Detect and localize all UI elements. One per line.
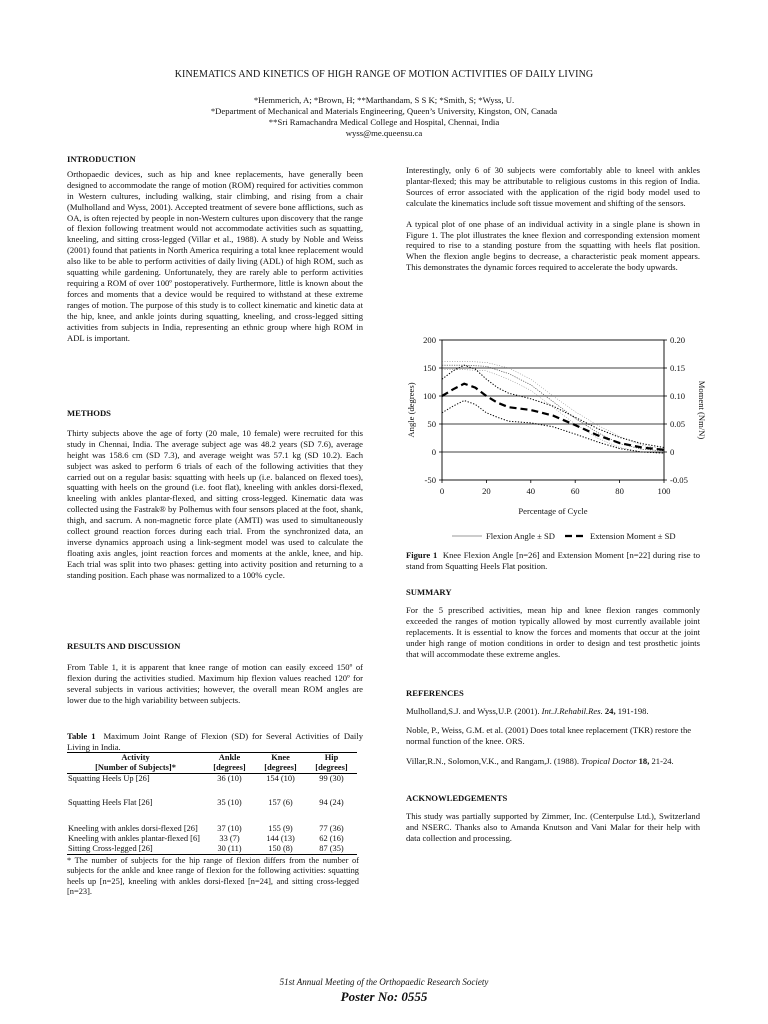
y-tick-label: 200 (423, 335, 436, 345)
table-caption (67, 731, 363, 753)
x-tick-label: 80 (615, 486, 624, 496)
y2-tick-label: 0.05 (670, 419, 686, 429)
figure-caption (406, 550, 700, 572)
reference-item: Mulholland,S.J. and Wyss,U.P. (2001). Int.J.Rehabil.Res. 24, 191-198. (406, 705, 649, 716)
summary-heading: SUMMARY (406, 587, 452, 597)
reference-item: Villar,R.N., Solomon,V.K., and Rangam,J. (1988). Tropical Doctor 18, 21-24. (406, 755, 674, 766)
header-hip: Hip [degrees] (306, 753, 357, 774)
affiliation-2: **Sri Ramachandra Medical College and Hospital, Chennai, India (268, 117, 500, 127)
flexion-table (67, 752, 357, 855)
x-tick-label: 0 (439, 486, 445, 496)
x-tick-label: 40 (526, 486, 536, 496)
poster-number: Poster No: 0555 (340, 989, 428, 1004)
acknowledgements-heading: ACKNOWLEDGEMENTS (406, 793, 508, 803)
table-row: Kneeling with ankles plantar-flexed [6] 33 (7) 144 (13) 62 (16) (68, 833, 344, 843)
series-line (442, 370, 664, 453)
y2-tick-label: 0.20 (670, 335, 686, 345)
y-tick-label: 0 (431, 447, 436, 457)
series-line (442, 365, 664, 451)
y2-tick-label: 0.15 (670, 363, 686, 373)
introduction-heading: INTRODUCTION (67, 154, 136, 164)
summary-text: For the 5 prescribed activities, mean hip and knee flexion ranges commonly exceeded the ranges of motion typically allowed by most currently available joint replacements. It is essential to know the forces and moments that occur at the joint under high range of motion conditions in order to design and test prosthetic joints that will accommodate these extreme angles. (406, 604, 700, 659)
legend-label-moment: Extension Moment ± SD (590, 531, 676, 541)
x-tick-label: 100 (657, 486, 671, 496)
table-row: Sitting Cross-legged [26] 30 (11) 150 (8) 87 (35) (67, 844, 357, 855)
introduction-text: Orthopaedic devices, such as hip and knee replacements, have generally been designed to accommodate the range of motion (ROM) required for activities common in Western cultures, including walking, stair climbing, and rising from a chair (Mulholland and Wyss, 2001). Accepted treatment of severe bone afflictions, such as OA, is often rejected by people in non-Western cultures upon discovery that the range of flexion following treatment would not accommodate activities such as squatting, kneeling, and sitting cross-legged (Villar et al., 1988). A study by Noble and Weiss (2001) found that patients in North America requiring a total knee replacement would also like to be able to perform activities of daily living (ADL) of high ROM, such as squatting while gardening. Unfortunately, they are rarely able to perform activities requiring a ROM of over 100º postoperatively. Furthermore, little is known about the forces and moments that a device would be required to withstand at these extreme ranges of motion. The purpose of this study is to collect kinematic and kinetic data at the hip, knee, and ankle joints during squatting, kneeling, and cross-legged sitting activities from subjects in India, representing an ethnic group where high ROM in ADL is important. (67, 168, 363, 343)
series-line (442, 384, 664, 450)
paper-title: KINEMATICS AND KINETICS OF HIGH RANGE OF MOTION ACTIVITIES OF DAILY LIVING (174, 69, 594, 80)
results-text: From Table 1, it is apparent that knee range of motion can easily exceed 150º of flexion during the activities studied. Maximum hip flexion values reached 120º for several subjects in various activities; however, the overall mean ROM angles are lower due to the high variability between subjects. (67, 661, 363, 705)
y2-tick-label: 0 (670, 447, 675, 457)
series-line (442, 365, 664, 447)
table-row: Squatting Heels Flat [26] 35 (10) 157 (6) 94 (24) (68, 797, 344, 807)
header-ankle: Ankle [degrees] (204, 753, 255, 774)
discussion-paragraph-2: A typical plot of one phase of an individual activity in a single plane is shown in Figure 1. The plot illustrates the knee flexion and corresponding extension moment required to rise to a standing posture from the squatting with heels flat position. When the flexion angle begins to decrease, a characteristic peak moment appears. This demonstrates the dynamic forces required to accelerate the body upwards. (406, 218, 700, 273)
figure-caption-label: Figure 1 (406, 550, 438, 560)
plot-frame (442, 340, 664, 480)
table-row: Kneeling with ankles dorsi-flexed [26] 37 (10) 155 (9) 77 (36) (68, 823, 344, 833)
affiliation-1: *Department of Mechanical and Materials Engineering, Queen’s University, Kingston, ON, Canada (210, 106, 558, 116)
x-tick-label: 60 (570, 486, 580, 496)
figure-1-chart (396, 326, 716, 548)
y-tick-label: 100 (423, 391, 436, 401)
results-heading: RESULTS AND DISCUSSION (67, 641, 181, 651)
table-1 (67, 752, 359, 898)
series-line (442, 361, 664, 449)
y-tick-label: 50 (427, 419, 436, 429)
y2-tick-label: 0.10 (670, 391, 686, 401)
y-axis-label: Angle (degrees) (406, 382, 416, 438)
legend-label-flexion: Flexion Angle ± SD (486, 531, 555, 541)
summary-section (406, 587, 700, 659)
acknowledgements-section (406, 793, 700, 844)
discussion-paragraph-1: Interestingly, only 6 of 30 subjects were comfortably able to kneel with ankles plantar-flexed; this may be attributable to religious customs in this region of India. Sources of error associated with the application of the rigid body model used to calculate the kinematics include soft tissue movement and shifting of the sensors. (406, 165, 700, 208)
table-caption-text: Maximum Joint Range of Flexion (SD) for Several Activities of Daily Living in India. (67, 731, 363, 752)
y-tick-label: -50 (424, 475, 436, 485)
header-activity: Activity [Number of Subjects]* (67, 753, 204, 774)
table-row: Squatting Heels Up [26] 36 (10) 154 (10) 99 (30) (68, 774, 344, 783)
y-tick-label: 150 (423, 363, 436, 373)
discussion-continued (406, 165, 700, 273)
table-caption-label: Table 1 (67, 731, 96, 741)
methods-heading: METHODS (67, 408, 111, 418)
references-section (406, 688, 700, 767)
header-knee: Knee [degrees] (255, 753, 306, 774)
x-axis-label: Percentage of Cycle (518, 506, 588, 516)
x-tick-label: 20 (482, 486, 491, 496)
meeting-name: 51st Annual Meeting of the Orthopaedic Research Society (279, 977, 489, 987)
methods-section (67, 408, 363, 581)
methods-text: Thirty subjects above the age of forty (20 male, 10 female) were recruited for this study in Chennai, India. The average subject age was 48.2 years (SD 7.6), average height was 158.6 cm (SD 7.3), and average weight was 57.1 kg (SD 10.2). Each subject was asked to perform 6 trials of each of the following activities that they carried out on a regular basis: squatting with heels up (i.e. balanced on flexed toes), squatting with heels on the ground (i.e. foot flat), kneeling with ankles dorsi-flexed, kneeling with ankles plantar-flexed, and sitting cross-legged. Kinematic data was collected using the Fastrak® by Polhemus with four sensors placed at the foot, shank, thigh, and sacrum. A non-magnetic force plate (AMTI) was used to simultaneously collect ground reaction forces during each trial. From the synchronized data, an inverse dynamics approach using a link-segment model was used to calculate the floating axis angles, joint reaction forces and moments at the ankle, knee, and hip. Each trial was split into two phases: getting into activity position and returning to a standing position. Each phase was normalized to a 100% cycle. (67, 427, 363, 580)
acknowledgements-text: This study was partially supported by Zimmer, Inc. (Centerpulse Ltd.), Switzerland and NSERC. Thanks also to Amanda Knutson and Vani Malar for their help with data collection and processing. (406, 810, 700, 843)
references-heading: REFERENCES (406, 688, 464, 698)
introduction-section (67, 154, 363, 343)
y2-tick-label: -0.05 (670, 475, 688, 485)
figure-caption-text: Knee Flexion Angle [n=26] and Extension Moment [n=22] during rise to stand from Squatting Heels Flat position. (406, 550, 700, 571)
y2-axis-label: Moment (Nm/N) (697, 380, 707, 440)
reference-item: Noble, P., Weiss, G.M. et al. (2001) Does total knee replacement (TKR) restore the normal function of the knee. ORS. (406, 724, 692, 746)
contact-email: wyss@me.queensu.ca (345, 128, 423, 138)
table-footnote: * The number of subjects for the hip range of flexion differs from the number of subjects for the ankle and knee range of flexion for the following activities: squatting heels up [n=25], kneeling with ankles dorsi-flexed [n=24], and sitting cross-legged [n=23]. (67, 855, 359, 897)
results-section (67, 641, 363, 706)
author-list: *Hemmerich, A; *Brown, H; **Marthandam, S S K; *Smith, S; *Wyss, U. (253, 95, 515, 105)
